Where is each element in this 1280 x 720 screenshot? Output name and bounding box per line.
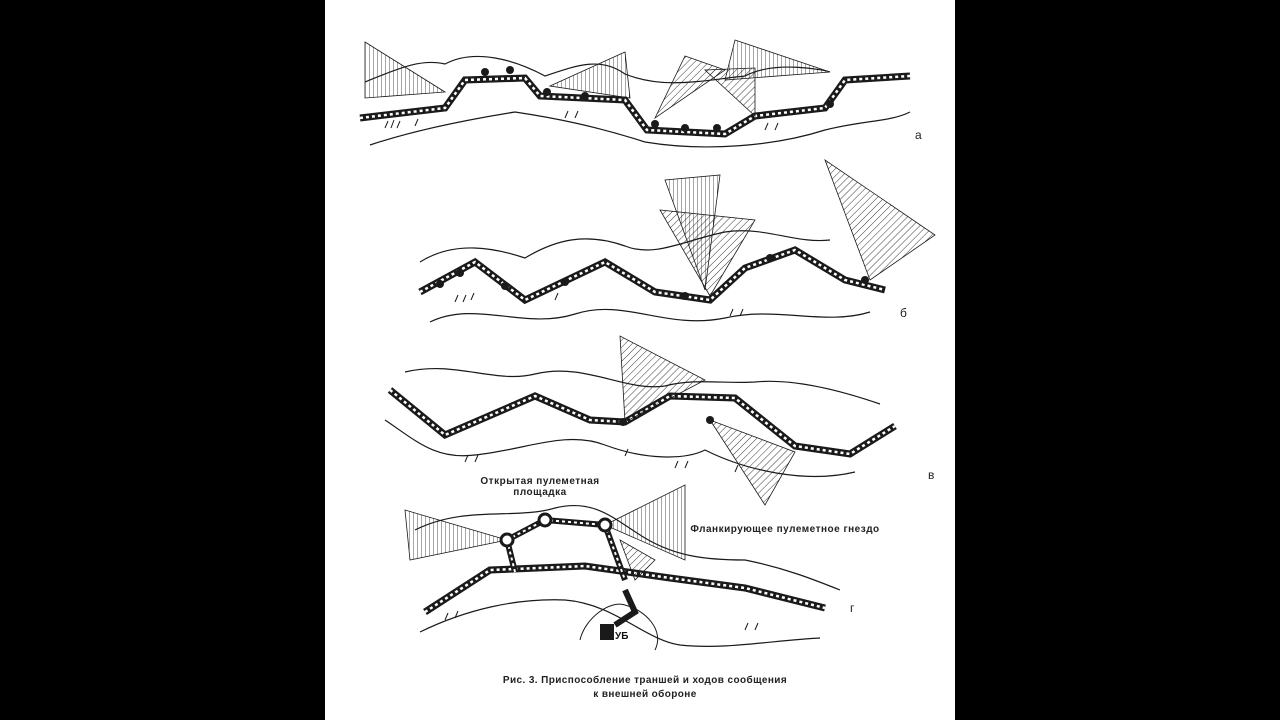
panel-a [360, 40, 910, 147]
panel-b [420, 160, 935, 322]
panel-letter-b: б [900, 306, 907, 320]
shelter-area [580, 604, 658, 650]
shelter-ub [600, 624, 614, 640]
panel-letter-g: г [850, 601, 855, 615]
rear-ground-line [430, 309, 870, 322]
grass [465, 449, 738, 472]
fire-sectors [660, 160, 935, 296]
caption-line-2: к внешней обороне [593, 689, 697, 700]
callout-open-mg-platform: Открытая пулеметная площадка [480, 476, 600, 498]
scanned-page [325, 0, 955, 720]
panel-letter-a: а [915, 128, 922, 142]
trench-line [420, 250, 885, 300]
callout-flanking-mg-nest: Фланкирующее пулеметное гнездо [690, 524, 880, 535]
panel-v [385, 336, 895, 505]
figure-caption [425, 674, 865, 702]
panel-g [405, 485, 840, 650]
panel-letter-v: в [928, 468, 935, 482]
shelter-label: УБ [615, 631, 629, 642]
caption-line-1: Рис. 3. Приспособление траншей и ходов сообщения [502, 675, 788, 686]
trench-diagram [325, 0, 955, 720]
